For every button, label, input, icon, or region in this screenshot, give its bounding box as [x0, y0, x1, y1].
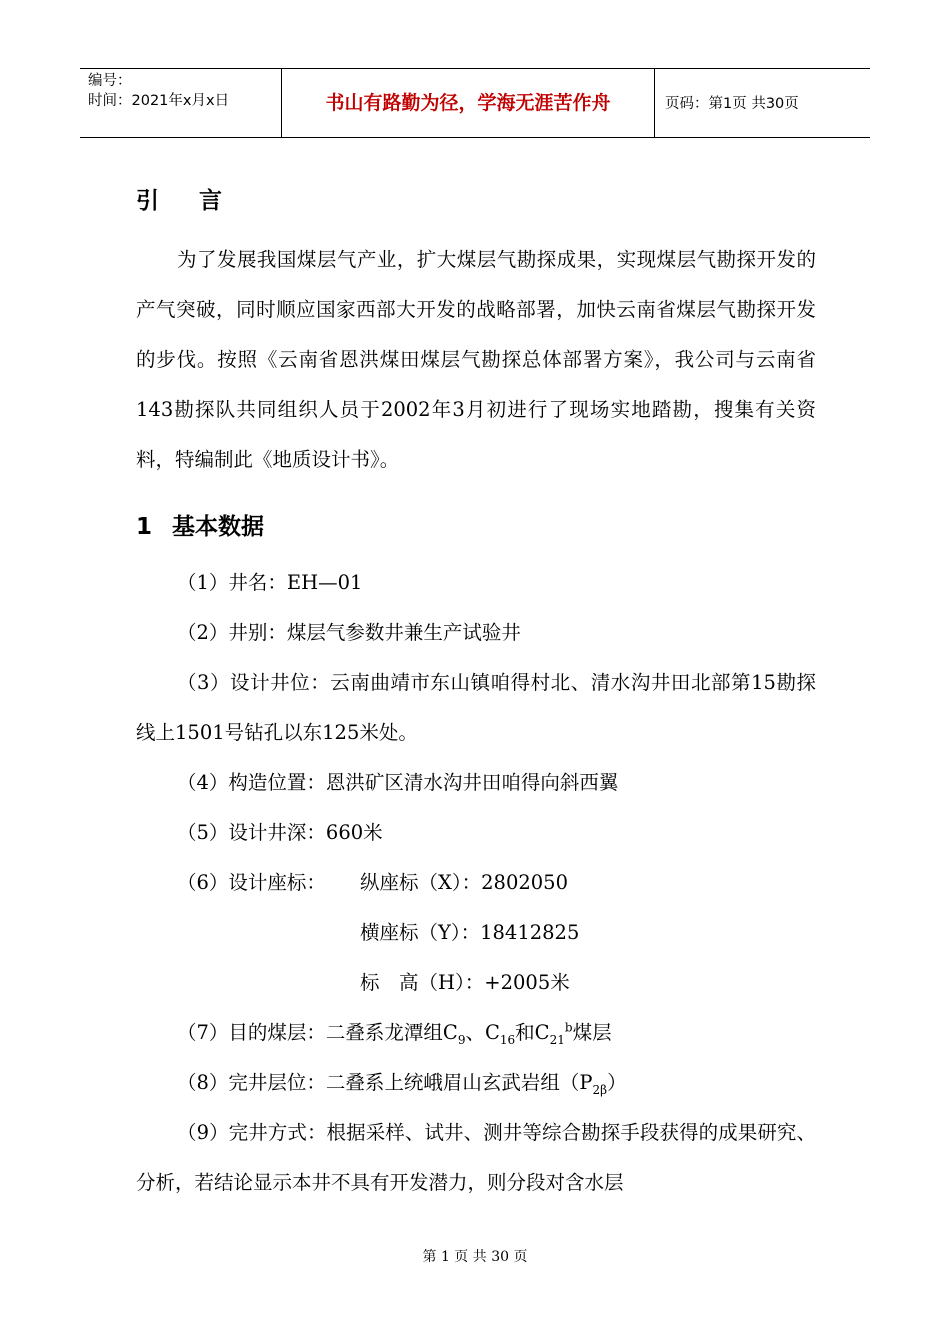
- intro-paragraph: 为了发展我国煤层气产业，扩大煤层气勘探成果，实现煤层气勘探开发的产气突破，同时顺应国家西部大开发的战略部署，加快云南省煤层气勘探开发的步伐。按照《云南省恩洪煤田煤层气勘探总体部署方案》，我公司与云南省143勘探队共同组织人员于2002年3月初进行了现场实地踏勘，搜集有关资料，特编制此《地质设计书》。: [136, 248, 816, 471]
- header-info-cell: [80, 69, 282, 137]
- item-completion-method: （9）完井方式：根据采样、试井、测井等综合勘探手段获得的成果研究、分析，若结论显示本井不具有开发潜力，则分段对含水层: [136, 1121, 816, 1194]
- item-structure-position: （4）构造位置：恩洪矿区清水沟井田咱得向斜西翼: [177, 771, 619, 794]
- item-well-type: （2）井别：煤层气参数井兼生产试验井: [177, 621, 521, 644]
- item-well-name: （1）井名：EH—01: [177, 571, 363, 594]
- motto-text: 书山有路勤为径，学海无涯苦作舟: [325, 92, 611, 114]
- intro-heading: [136, 182, 222, 215]
- header-page-cell: [655, 69, 870, 137]
- coord-x: 纵座标（X）：2802050: [360, 871, 568, 894]
- page-label: 页码：第1页 共30页: [665, 96, 799, 112]
- page-header: [80, 68, 870, 138]
- intro-heading-char-1: 引: [136, 188, 159, 214]
- section-1-heading: [136, 508, 264, 541]
- item-design-coordinates: （6）设计座标：: [177, 871, 326, 894]
- code-label: 编号：: [88, 73, 132, 89]
- item-completion-horizon: （8）完井层位：二叠系上统峨眉山玄武岩组$(P_{2\beta})$: [177, 1071, 627, 1097]
- coord-h: 标 高（H）：+2005米: [360, 971, 570, 994]
- item-design-depth: （5）设计井深：660米: [177, 821, 383, 844]
- coord-y: 横座标（Y）：18412825: [360, 921, 580, 944]
- section-title: 基本数据: [172, 514, 264, 540]
- section-number: 1: [136, 514, 153, 540]
- header-motto-cell: [282, 69, 655, 137]
- date-label: 时间：2021年x月x日: [88, 93, 230, 109]
- item-well-location: （3）设计井位：云南曲靖市东山镇咱得村北、清水沟井田北部第15勘探线上1501号钻孔以东125米处。: [136, 671, 816, 744]
- item-target-coal-seams: （7）目的煤层：二叠系龙潭组$C_9$、$C_{16}$和$C_{21}^b$煤层: [177, 1020, 612, 1047]
- page-footer: 第 1 页 共 30 页: [422, 1249, 528, 1265]
- intro-heading-char-2: 言: [199, 188, 222, 214]
